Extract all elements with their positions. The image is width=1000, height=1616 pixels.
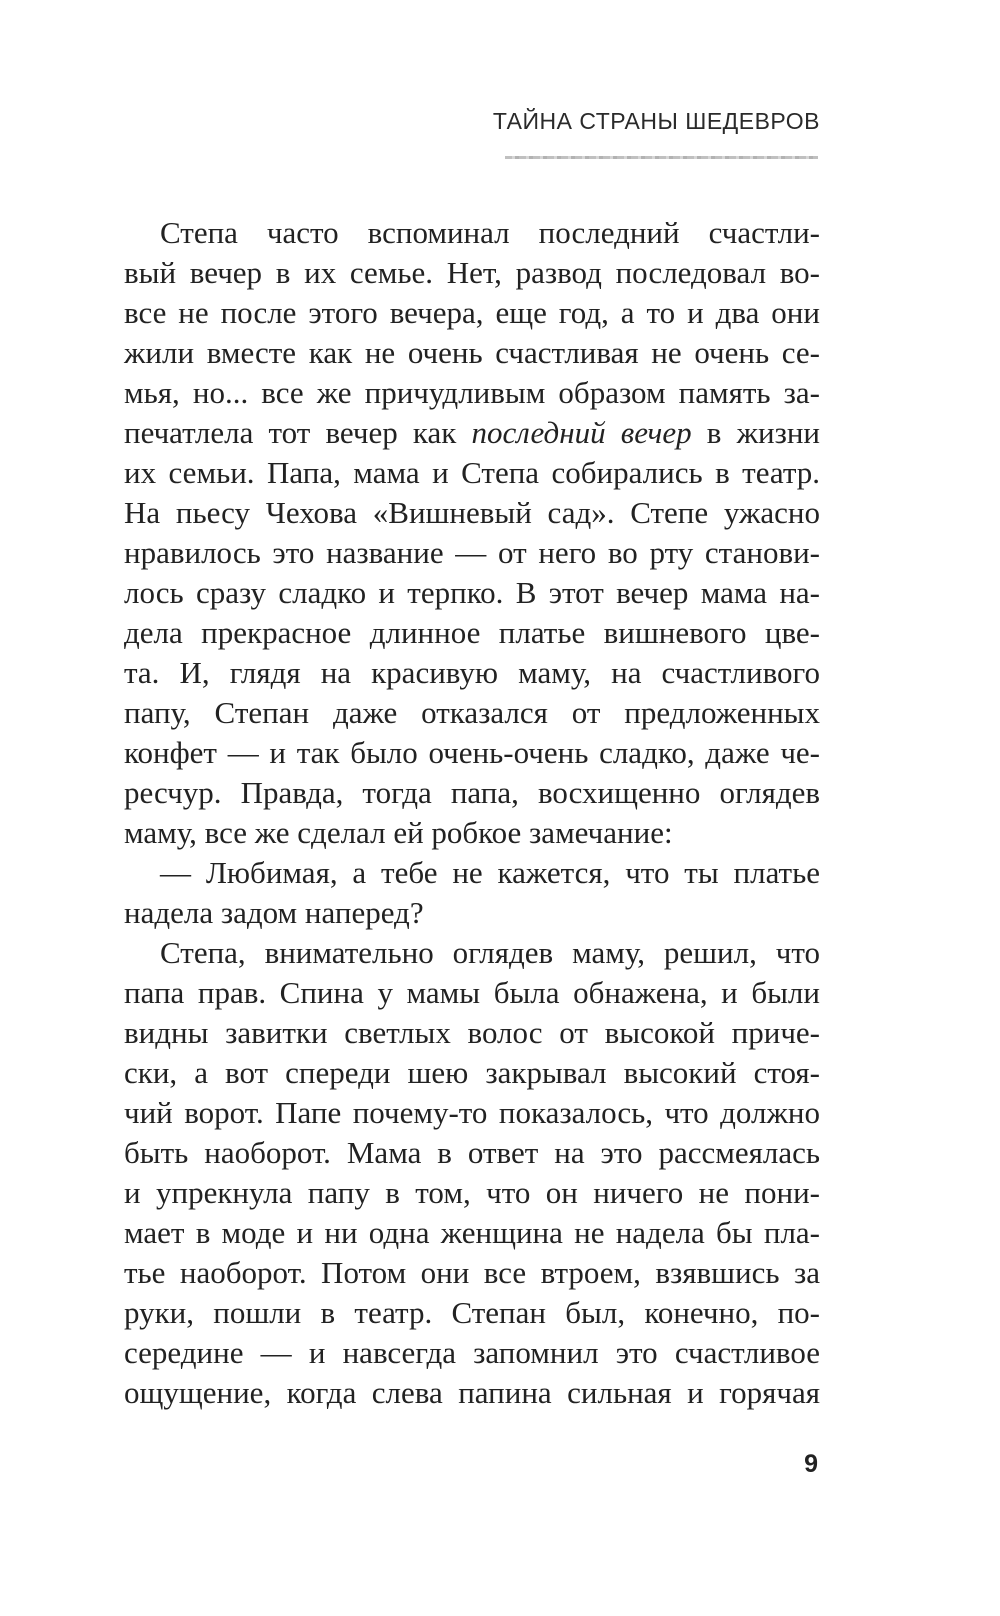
text-line: и упрекнула папу в том, что он ничего не пони- bbox=[124, 1175, 820, 1210]
text-line: руки, пошли в театр. Степан был, конечно, по- bbox=[124, 1295, 820, 1330]
text-line: ощущение, когда слева папина сильная и горячая bbox=[124, 1375, 820, 1410]
text-span: печатлела тот вечер как bbox=[124, 415, 472, 450]
text-line: лось сразу сладко и терпко. В этот вечер мама на- bbox=[124, 575, 820, 610]
text-line: жили вместе как не очень счастливая не очень се- bbox=[124, 335, 820, 370]
text-line: их семьи. Папа, мама и Степа собирались в театр. bbox=[124, 455, 820, 490]
text-line: мья, но... все же причудливым образом память за- bbox=[124, 375, 820, 410]
text-line: ресчур. Правда, тогда папа, восхищенно оглядев bbox=[124, 775, 820, 810]
text-line: ски, а вот спереди шею закрывал высокий стоя- bbox=[124, 1055, 820, 1090]
text-line: чий ворот. Папе почему-то показалось, что должно bbox=[124, 1095, 820, 1130]
body-text bbox=[124, 213, 820, 1413]
text-line: конфет — и так было очень-очень сладко, даже че- bbox=[124, 735, 820, 770]
text-line: Степа часто вспоминал последний счастли- bbox=[160, 215, 820, 250]
text-span: в жизни bbox=[691, 415, 821, 450]
text-line: Степа, внимательно оглядев маму, решил, что bbox=[160, 935, 820, 970]
text-line: нравилось это название — от него во рту станови- bbox=[124, 535, 820, 570]
running-header: ТАЙНА СТРАНЫ ШЕДЕВРОВ bbox=[492, 108, 820, 134]
text-line: маму, все же сделал ей робкое замечание: bbox=[124, 815, 673, 850]
text-line: мает в моде и ни одна женщина не надела бы пла- bbox=[124, 1215, 820, 1250]
text-line: быть наоборот. Мама в ответ на это рассмеялась bbox=[124, 1135, 820, 1170]
text-line: папу, Степан даже отказался от предложенных bbox=[124, 695, 820, 730]
text-line: дела прекрасное длинное платье вишневого цве- bbox=[124, 615, 820, 650]
text-line bbox=[124, 413, 820, 453]
text-line: На пьесу Чехова «Вишневый сад». Степе ужасно bbox=[124, 495, 820, 530]
text-line: видны завитки светлых волос от высокой приче- bbox=[124, 1015, 820, 1050]
text-line: надела задом наперед? bbox=[124, 895, 424, 930]
text-line: — Любимая, а тебе не кажется, что ты платье bbox=[160, 855, 820, 890]
header-rule bbox=[505, 156, 818, 159]
text-line: тье наоборот. Потом они все втроем, взявшись за bbox=[124, 1255, 820, 1290]
text-line: все не после этого вечера, еще год, а то и два они bbox=[124, 295, 820, 330]
text-line: папа прав. Спина у мамы была обнажена, и были bbox=[124, 975, 820, 1010]
italic-phrase: последний вечер bbox=[471, 415, 692, 450]
page-number: 9 bbox=[804, 1450, 818, 1478]
text-line: вый вечер в их семье. Нет, развод последовал во- bbox=[124, 255, 820, 290]
text-line: та. И, глядя на красивую маму, на счастливого bbox=[124, 655, 820, 690]
text-line: середине — и навсегда запомнил это счастливое bbox=[124, 1335, 820, 1370]
